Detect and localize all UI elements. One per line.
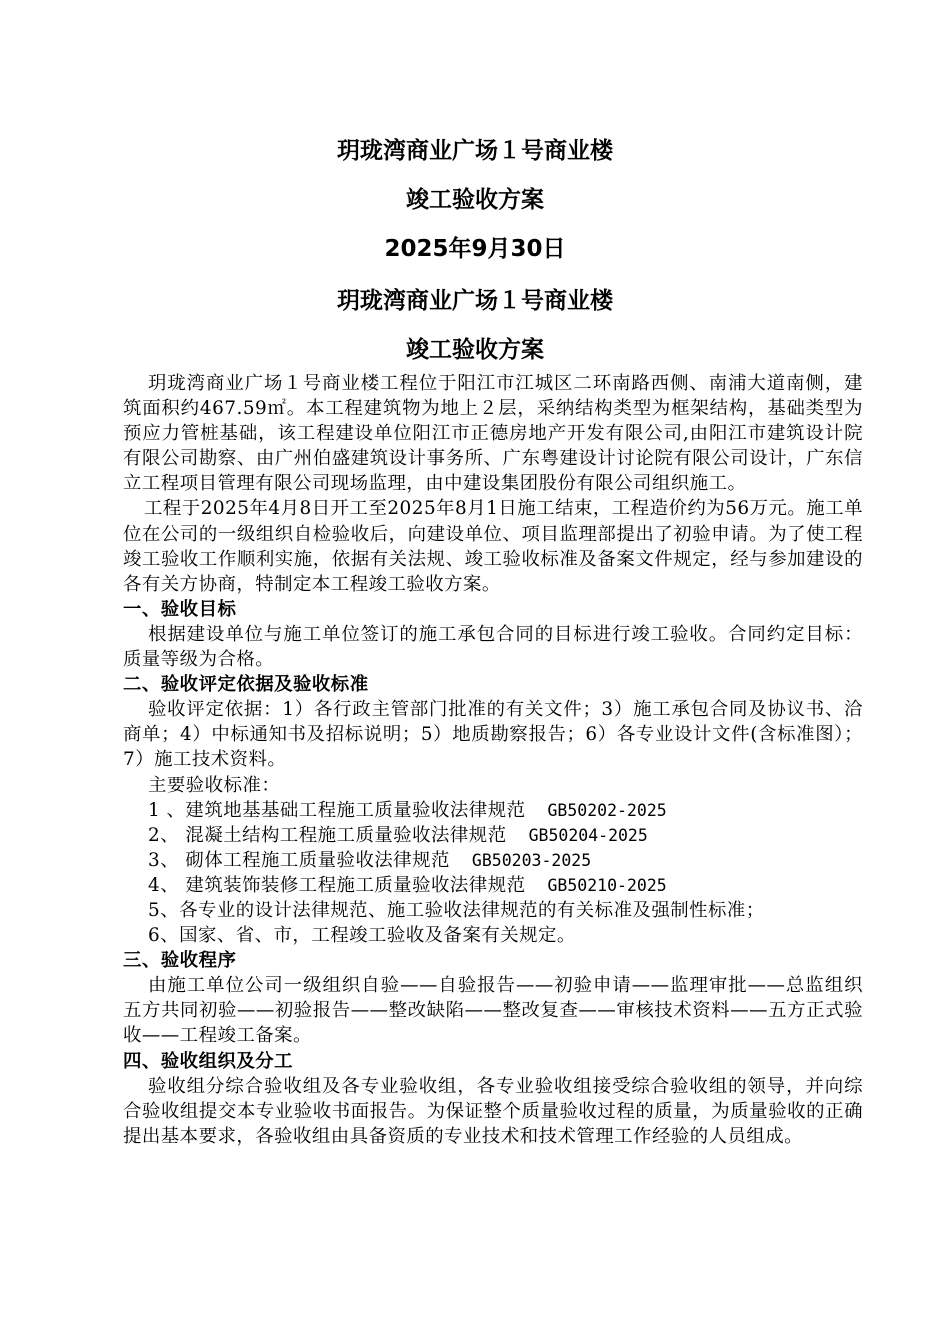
section-4-text: 验收组分综合验收组及各专业验收组，各专业验收组接受综合验收组的领导，并向综合验收组提交本专业验收书面报告。为保证整个质量验收过程的质量，为质量验收的正确提出基本要求，各验收组由具备资质的专业技术和技术管理工作经验的人员组成。	[123, 1075, 863, 1147]
section-2-heading: 二、验收评定依据及验收标准	[123, 674, 369, 696]
section-3-heading: 三、验收程序	[123, 950, 237, 972]
standard-item	[123, 823, 863, 848]
standard-item	[123, 873, 863, 898]
header-plan-title: 竣工验收方案	[406, 337, 544, 363]
standard-label: 1 、建筑地基基础工程施工质量验收法律规范	[148, 799, 526, 821]
standard-label: 3、 砌体工程施工质量验收法律规范	[148, 849, 450, 871]
standard-code: GB50202-2025	[547, 800, 667, 820]
section-3-text: 由施工单位公司一级组织自验——自验报告——初验申请——监理审批——总监组织五方共同初验——初验报告——整改缺陷——整改复查——审核技术资料——五方正式验收——工程竣工备案。	[123, 975, 863, 1047]
standard-code: GB50210-2025	[547, 875, 667, 895]
standard-label: 4、 建筑装饰装修工程施工质量验收法律规范	[148, 874, 526, 896]
standards-label: 主要验收标准：	[148, 774, 281, 796]
cover-project-name: 玥珑湾商业广场１号商业楼	[337, 138, 613, 164]
section-4-heading: 四、验收组织及分工	[123, 1050, 294, 1072]
standard-item	[123, 798, 863, 823]
cover-plan-title: 竣工验收方案	[406, 187, 544, 213]
standard-label: 2、 混凝土结构工程施工质量验收法律规范	[148, 824, 507, 846]
document-body	[123, 371, 863, 1149]
section-2-basis: 验收评定依据：1）各行政主管部门批准的有关文件；3）施工承包合同及协议书、洽商单；4）中标通知书及招标说明；5）地质勘察报告；6）各专业设计文件(含标准图）；7）施工技术资料。	[123, 699, 863, 771]
header-project-name: 玥珑湾商业广场１号商业楼	[337, 288, 613, 314]
section-1-text: 根据建设单位与施工单位签订的施工承包合同的目标进行竣工验收。合同约定目标：质量等级为合格。	[123, 623, 863, 671]
intro-paragraph-1: 玥珑湾商业广场１号商业楼工程位于阳江市江城区二环南路西侧、南浦大道南侧，建筑面积约467.59㎡。本工程建筑物为地上２层，采纳结构类型为框架结构，基础类型为预应力管桩基础，该工程建设单位阳江市正德房地产开发有限公司,由阳江市建筑设计院有限公司勘察、由广州伯盛建筑设计事务所、广东粤建设计讨论院有限公司设计，广东信立工程项目管理有限公司现场监理，由中建设集团股份有限公司组织施工。	[123, 373, 863, 495]
cover-date: 2025年9月30日	[384, 236, 566, 262]
standard-item-6: 6、国家、省、市，工程竣工验收及备案有关规定。	[148, 925, 576, 947]
section-1-heading: 一、验收目标	[123, 598, 237, 620]
intro-paragraph-2: 工程于2025年4月8日开工至2025年8月1日施工结束，工程造价约为56万元。施工单位在公司的一级组织自检验收后，向建设单位、项目监理部提出了初验申请。为了使工程竣工验收工作顺利实施，依据有关法规、竣工验收标准及备案文件规定，经与参加建设的各有关方协商，特制定本工程竣工验收方案。	[123, 498, 863, 595]
standard-item	[123, 848, 863, 873]
standard-code: GB50204-2025	[528, 825, 648, 845]
standard-item-5: 5、各专业的设计法律规范、施工验收法律规范的有关标准及强制性标准；	[148, 899, 765, 921]
standard-code: GB50203-2025	[471, 850, 592, 870]
